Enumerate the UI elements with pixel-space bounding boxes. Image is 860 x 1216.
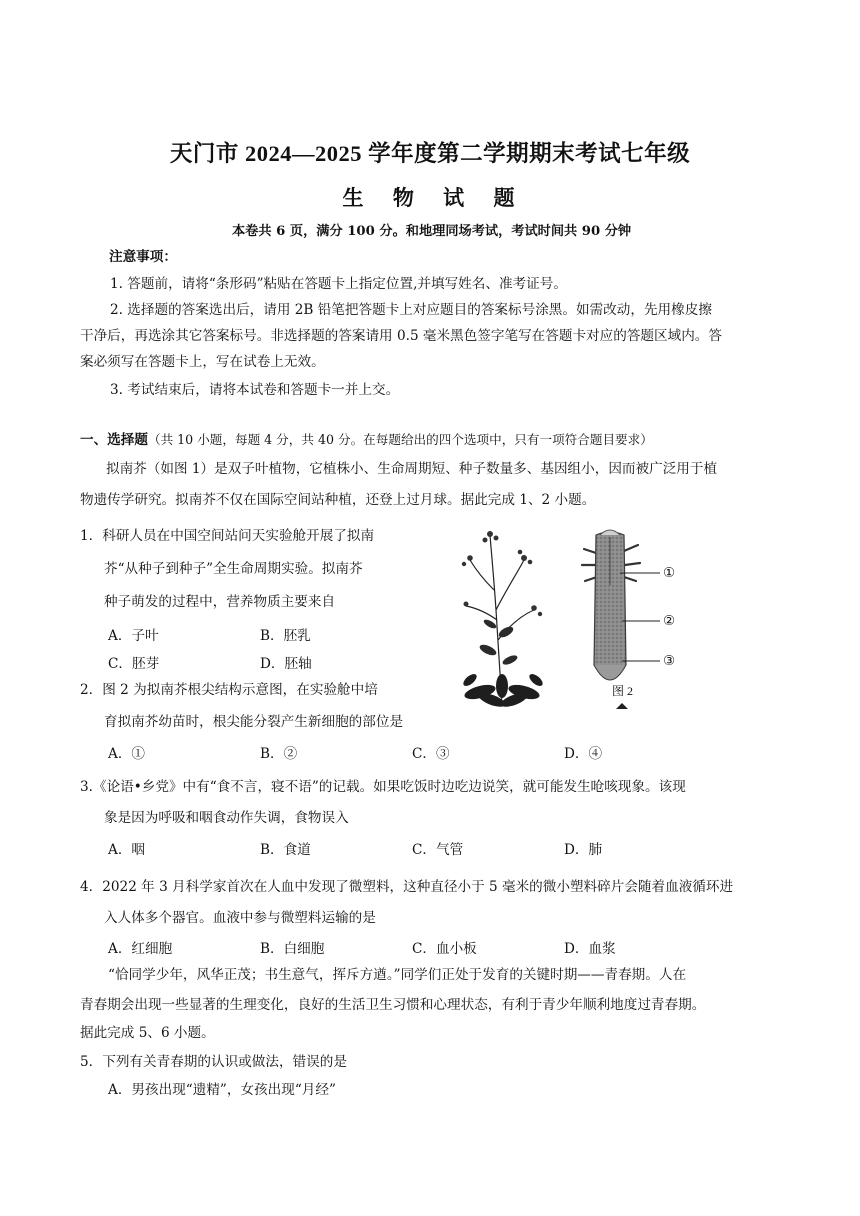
- q1-option-a: A．子叶: [108, 628, 159, 644]
- q4-option-a: A．红细胞: [108, 941, 173, 957]
- page-title: 天门市 2024—2025 学年度第二学期期末考试七年级: [169, 141, 691, 166]
- q2-option-c: C．③: [412, 746, 450, 762]
- passage1-line-1: 拟南芥（如图 1）是双子叶植物，它植株小、生命周期短、种子数量多、基因组小，因而被广泛用于植: [106, 461, 718, 477]
- q2-stem-2: 育拟南芥幼苗时，根尖能分裂产生新细胞的部位是: [104, 714, 404, 730]
- notice-item-1: 1. 答题前，请将“条形码”粘贴在答题卡上指定位置,并填写姓名、准考证号。: [110, 276, 567, 292]
- q3-option-b: B．食道: [260, 842, 311, 858]
- figure-2-label: 图 2: [612, 684, 634, 698]
- section-heading: [80, 428, 653, 448]
- q5-stem: 5．下列有关青春期的认识或做法，错误的是: [80, 1054, 347, 1070]
- q3-option-c: C．气管: [412, 842, 464, 858]
- plant-illustration: [450, 520, 560, 710]
- passage2-line-1: “恰同学少年，风华正茂；书生意气，挥斥方遒。”同学们正处于发育的关键时期——青春期。人在: [108, 967, 687, 983]
- figure-marker-2: ②: [663, 613, 676, 629]
- notice-item-2-cont2: 案必须写在答题卡上，写在试卷上无效。: [80, 354, 325, 370]
- exam-info: 本卷共 6 页，满分 100 分。和地理同场考试，考试时间共 90 分钟: [232, 224, 632, 239]
- passage1-line-2: 物遗传学研究。拟南芥不仅在国际空间站种植，还登上过月球。据此完成 1、2 小题。: [80, 492, 596, 508]
- q4-option-b: B．白细胞: [260, 941, 325, 957]
- q4-option-d: D．血浆: [564, 941, 616, 957]
- notice-item-2: 2. 选择题的答案选出后，请用 2B 铅笔把答题卡上对应题目的答案标号涂黑。如需改动，先用橡皮擦: [110, 302, 712, 318]
- q4-stem-1: 4．2022 年 3 月科学家首次在人血中发现了微塑料，这种直径小于 5 毫米的微小塑料碎片会随着血液循环进: [80, 879, 734, 895]
- section-note: （共 10 小题，每题 4 分，共 40 分。在每题给出的四个选项中，只有一项符合题目要求）: [147, 432, 653, 447]
- figure-marker-1: ①: [663, 565, 676, 581]
- q2-option-a: A．①: [108, 746, 146, 762]
- notice-item-3: 3. 考试结束后，请将本试卷和答题卡一并上交。: [110, 382, 400, 398]
- q3-stem-2: 象是因为呼吸和咽食动作失调，食物误入: [104, 810, 349, 826]
- q4-stem-2: 入人体多个器官。血液中参与微塑料运输的是: [104, 910, 376, 926]
- q3-stem-1: 3.《论语•乡党》中有“食不言，寝不语”的记载。如果吃饭时边吃边说笑，就可能发生呛咳现象。该现: [80, 779, 686, 795]
- q2-option-d: D．④: [564, 746, 603, 762]
- page-subtitle: 生 物 试 题: [342, 185, 526, 210]
- q1-option-d: D．胚轴: [260, 656, 312, 672]
- q1-stem-2: 芥“从种子到种子”全生命周期实验。拟南芥: [104, 561, 363, 577]
- q1-stem-3: 种子萌发的过程中，营养物质主要来自: [104, 594, 336, 610]
- q4-option-c: C．血小板: [412, 941, 477, 957]
- q1-stem-1: 1．科研人员在中国空间站问天实验舱开展了拟南: [80, 528, 375, 544]
- notice-heading: 注意事项：: [109, 249, 177, 265]
- q2-option-b: B．②: [260, 746, 298, 762]
- q5-option-a: A．男孩出现“遗精”，女孩出现“月经”: [108, 1082, 336, 1098]
- q1-option-b: B．胚乳: [260, 628, 311, 644]
- section-title: 一、选择题: [80, 432, 148, 448]
- passage2-line-3: 据此完成 5、6 小题。: [80, 1025, 215, 1041]
- notice-item-2-cont: 干净后，再选涂其它答案标号。非选择题的答案请用 0.5 毫米黑色签字笔写在答题卡对应的答题区域内。答: [80, 328, 722, 344]
- q3-option-a: A．咽: [108, 842, 146, 858]
- figure-marker-3: ③: [663, 653, 676, 669]
- q1-option-c: C．胚芽: [108, 656, 160, 672]
- q3-option-d: D．肺: [564, 842, 603, 858]
- passage2-line-2: 青春期会出现一些显著的生理变化，良好的生活卫生习惯和心理状态，有利于青少年顺利地度过青春期。: [80, 997, 706, 1013]
- q2-stem-1: 2．图 2 为拟南芥根尖结构示意图，在实验舱中培: [80, 682, 378, 698]
